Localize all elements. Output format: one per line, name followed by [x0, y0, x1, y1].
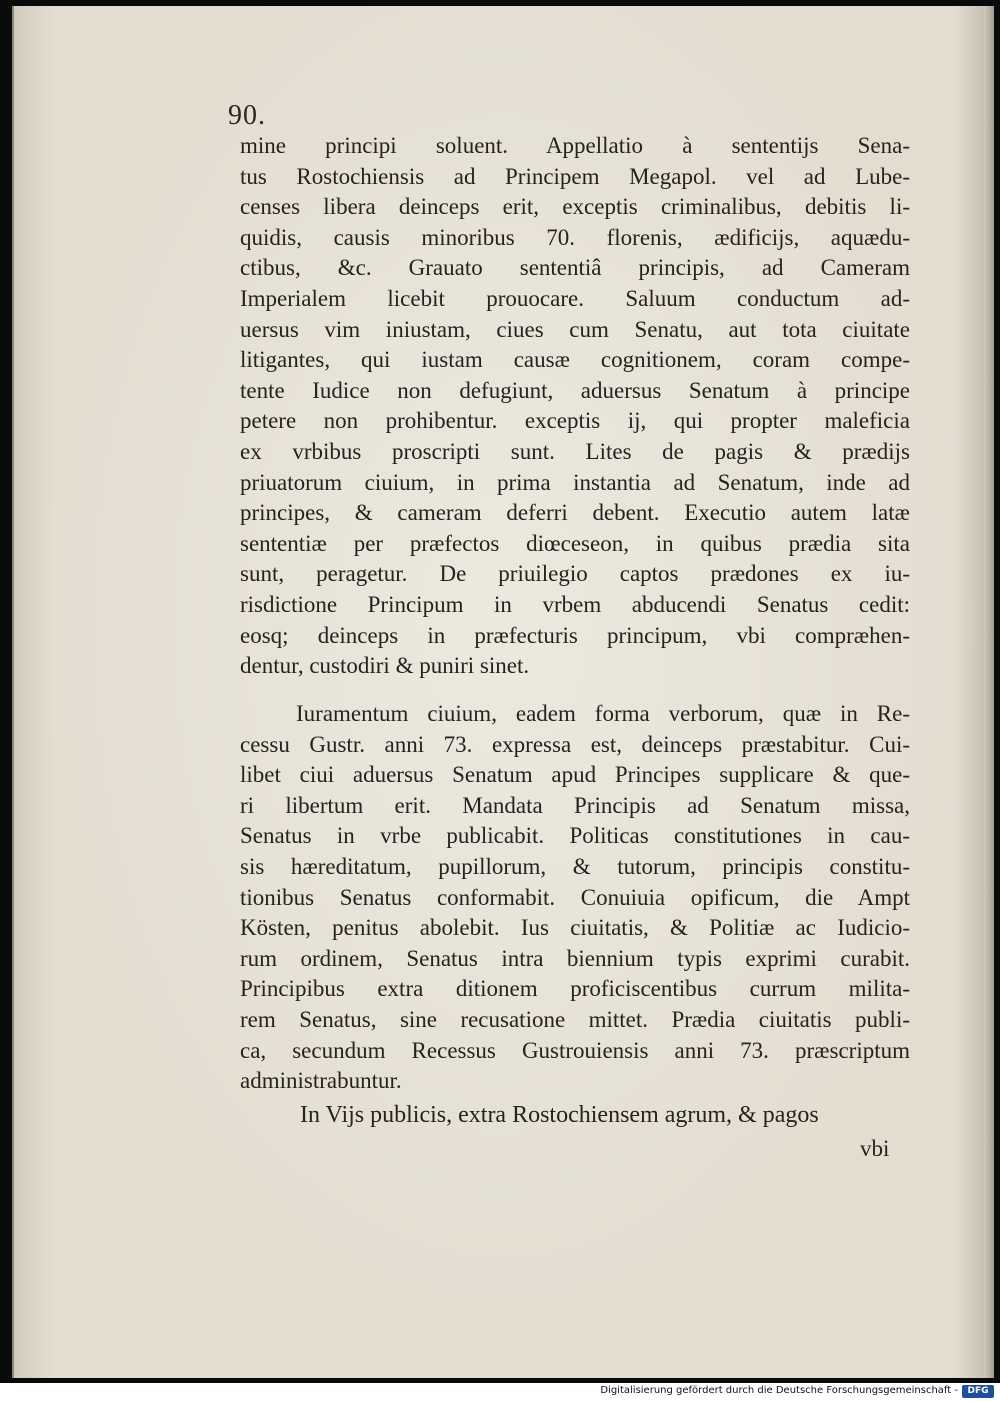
catchword: vbi — [860, 1136, 890, 1161]
text-line: sententiæ per præfectos diœceseon, in quibus prædia sita — [240, 530, 910, 556]
text-line: ri libertum erit. Mandata Principis ad Senatum missa, — [240, 792, 910, 818]
text-line: eosq; deinceps in præfecturis principum, vbi compræhen- — [240, 622, 910, 648]
text-line: risdictione Principum in vrbem abducendi Senatus cedit: — [240, 591, 910, 617]
text-line: tionibus Senatus conformabit. Conuiuia opificum, die Ampt — [240, 884, 910, 910]
page-number: 90. — [228, 100, 266, 131]
text-line: ctibus, &c. Grauato sententiâ principis, ad Cameram — [240, 255, 910, 281]
funding-credit: Digitalisierung gefördert durch die Deutsche Forschungsgemeinschaft - — [600, 1385, 958, 1396]
text-line: Kösten, penitus abolebit. Ius ciuitatis, & Politiæ ac Iudicio- — [240, 915, 910, 941]
text-line: rem Senatus, sine recusatione mittet. Prædia ciuitatis publi- — [240, 1006, 910, 1032]
text-line: rum ordinem, Senatus intra biennium typis exprimi curabit. — [240, 945, 910, 971]
text-line: Iuramentum ciuium, eadem forma verborum, quæ in Re- — [296, 701, 910, 726]
text-line: uersus vim iniustam, ciues cum Senatu, aut tota ciuitate — [240, 316, 910, 342]
text-line: ex vrbibus proscripti sunt. Lites de pagis & prædijs — [240, 438, 910, 464]
text-line: tente Iudice non defugiunt, aduersus Senatum à principe — [240, 377, 910, 403]
text-line: Senatus in vrbe publicabit. Politicas constitutiones in cau- — [240, 823, 910, 849]
text-line: administrabuntur. — [240, 1068, 402, 1094]
text-line: principes, & cameram deferri debent. Executio autem latæ — [240, 500, 910, 526]
text-line: tus Rostochiensis ad Principem Megapol. vel ad Lube- — [240, 163, 910, 189]
footer-bar — [0, 1383, 1000, 1401]
text-line: sis hæreditatum, pupillorum, & tutorum, principis constitu- — [240, 853, 910, 879]
text-line: petere non prohibentur. exceptis ij, qui propter maleficia — [240, 408, 910, 434]
text-line: litigantes, qui iustam causæ cognitionem, coram compe- — [240, 347, 910, 373]
text-line: priuatorum ciuium, in prima instantia ad Senatum, inde ad — [240, 469, 910, 495]
text-line: sunt, peragetur. De priuilegio captos prædones ex iu- — [240, 561, 910, 587]
text-line: censes libera deinceps erit, exceptis criminalibus, debitis li- — [240, 194, 910, 220]
text-line: In Vijs publicis, extra Rostochiensem agrum, & pagos — [300, 1102, 819, 1128]
text-line: quidis, causis minoribus 70. florenis, ædificijs, aquædu- — [240, 224, 910, 250]
text-line: libet ciui aduersus Senatum apud Principes supplicare & que- — [240, 762, 910, 788]
text-line: mine principi soluent. Appellatio à sententijs Sena- — [240, 133, 910, 158]
paragraph-3 — [240, 1100, 910, 1131]
text-line: ca, secundum Recessus Gustrouiensis anni 73. præscriptum — [240, 1037, 910, 1063]
page-edge — [984, 6, 994, 1378]
text-line: Principibus extra ditionem proficiscentibus currum milita- — [240, 976, 910, 1002]
text-line: cessu Gustr. anni 73. expressa est, deinceps præstabitur. Cui- — [240, 731, 910, 757]
dfg-logo-icon[interactable]: DFG — [962, 1385, 994, 1398]
paragraph-1 — [240, 131, 910, 682]
text-line: dentur, custodiri & puniri sinet. — [240, 653, 530, 679]
paragraph-2 — [240, 699, 910, 1097]
text-line: Imperialem licebit prouocare. Saluum conductum ad- — [240, 285, 910, 311]
